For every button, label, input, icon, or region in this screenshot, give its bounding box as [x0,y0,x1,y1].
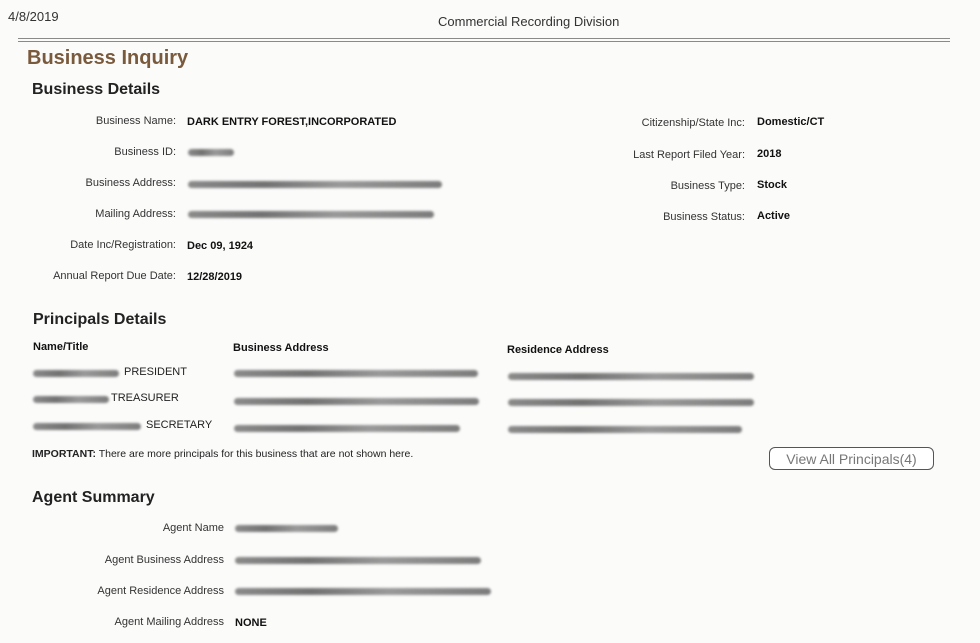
business-status-value: Active [757,210,791,222]
important-note [32,448,413,460]
mailing-address-label: Mailing Address: [95,208,176,220]
business-id-label: Business ID: [114,146,176,158]
business-type-value: Stock [757,179,787,191]
principal-residence-address-redaction [508,426,742,433]
business-address-redaction [188,181,442,188]
principals-col-name: Name/Title [33,341,89,353]
agent-residence-address-label: Agent Residence Address [97,585,224,597]
view-all-principals-button[interactable]: View All Principals(4) [769,447,934,470]
annual-report-due-label: Annual Report Due Date: [53,270,176,282]
principal-name-redaction [33,423,141,430]
last-report-value: 2018 [757,148,782,160]
agent-mailing-address-value: NONE [235,617,267,629]
citizenship-value: Domestic/CT [757,116,825,128]
header-division: Commercial Recording Division [438,14,620,29]
principals-col-residence-address: Residence Address [507,344,609,356]
date-inc-value: Dec 09, 1924 [187,240,254,252]
agent-name-label: Agent Name [162,522,224,534]
principal-business-address-redaction [234,370,478,377]
important-label: IMPORTANT: [32,448,96,460]
business-details-heading: Business Details [32,81,161,98]
mailing-address-redaction [188,211,434,218]
agent-business-address-redaction [235,557,481,564]
principal-title: SECRETARY [146,419,213,431]
principal-name-redaction [33,396,109,403]
principals-heading: Principals Details [33,311,167,328]
agent-summary-heading: Agent Summary [32,489,155,506]
principal-name-redaction [33,370,119,377]
important-text: There are more principals for this business that are not shown here. [98,448,414,460]
principals-col-business-address: Business Address [233,342,329,354]
principal-business-address-redaction [234,398,479,405]
business-id-redaction [188,149,234,156]
principal-residence-address-redaction [508,373,754,380]
agent-name-redaction [235,525,338,532]
principal-title: TREASURER [111,392,179,404]
principal-business-address-redaction [234,425,460,432]
principal-residence-address-redaction [508,399,754,406]
last-report-label: Last Report Filed Year: [633,149,745,161]
header-date: 4/8/2019 [8,9,59,24]
business-name-label: Business Name: [95,115,176,127]
citizenship-label: Citizenship/State Inc: [641,117,745,129]
principal-title: PRESIDENT [124,366,187,378]
agent-mailing-address-label: Agent Mailing Address [114,616,224,628]
agent-business-address-label: Agent Business Address [104,554,224,566]
business-status-label: Business Status: [663,211,745,223]
page-title: Business Inquiry [27,47,189,69]
annual-report-due-value: 12/28/2019 [187,271,243,283]
agent-residence-address-redaction [235,588,491,595]
header-rule-top [18,38,950,39]
date-inc-label: Date Inc/Registration: [70,239,176,251]
business-type-label: Business Type: [670,180,745,192]
header-rule-bottom [18,41,950,42]
business-address-label: Business Address: [85,177,176,189]
business-name-value: DARK ENTRY FOREST,INCORPORATED [187,116,397,128]
